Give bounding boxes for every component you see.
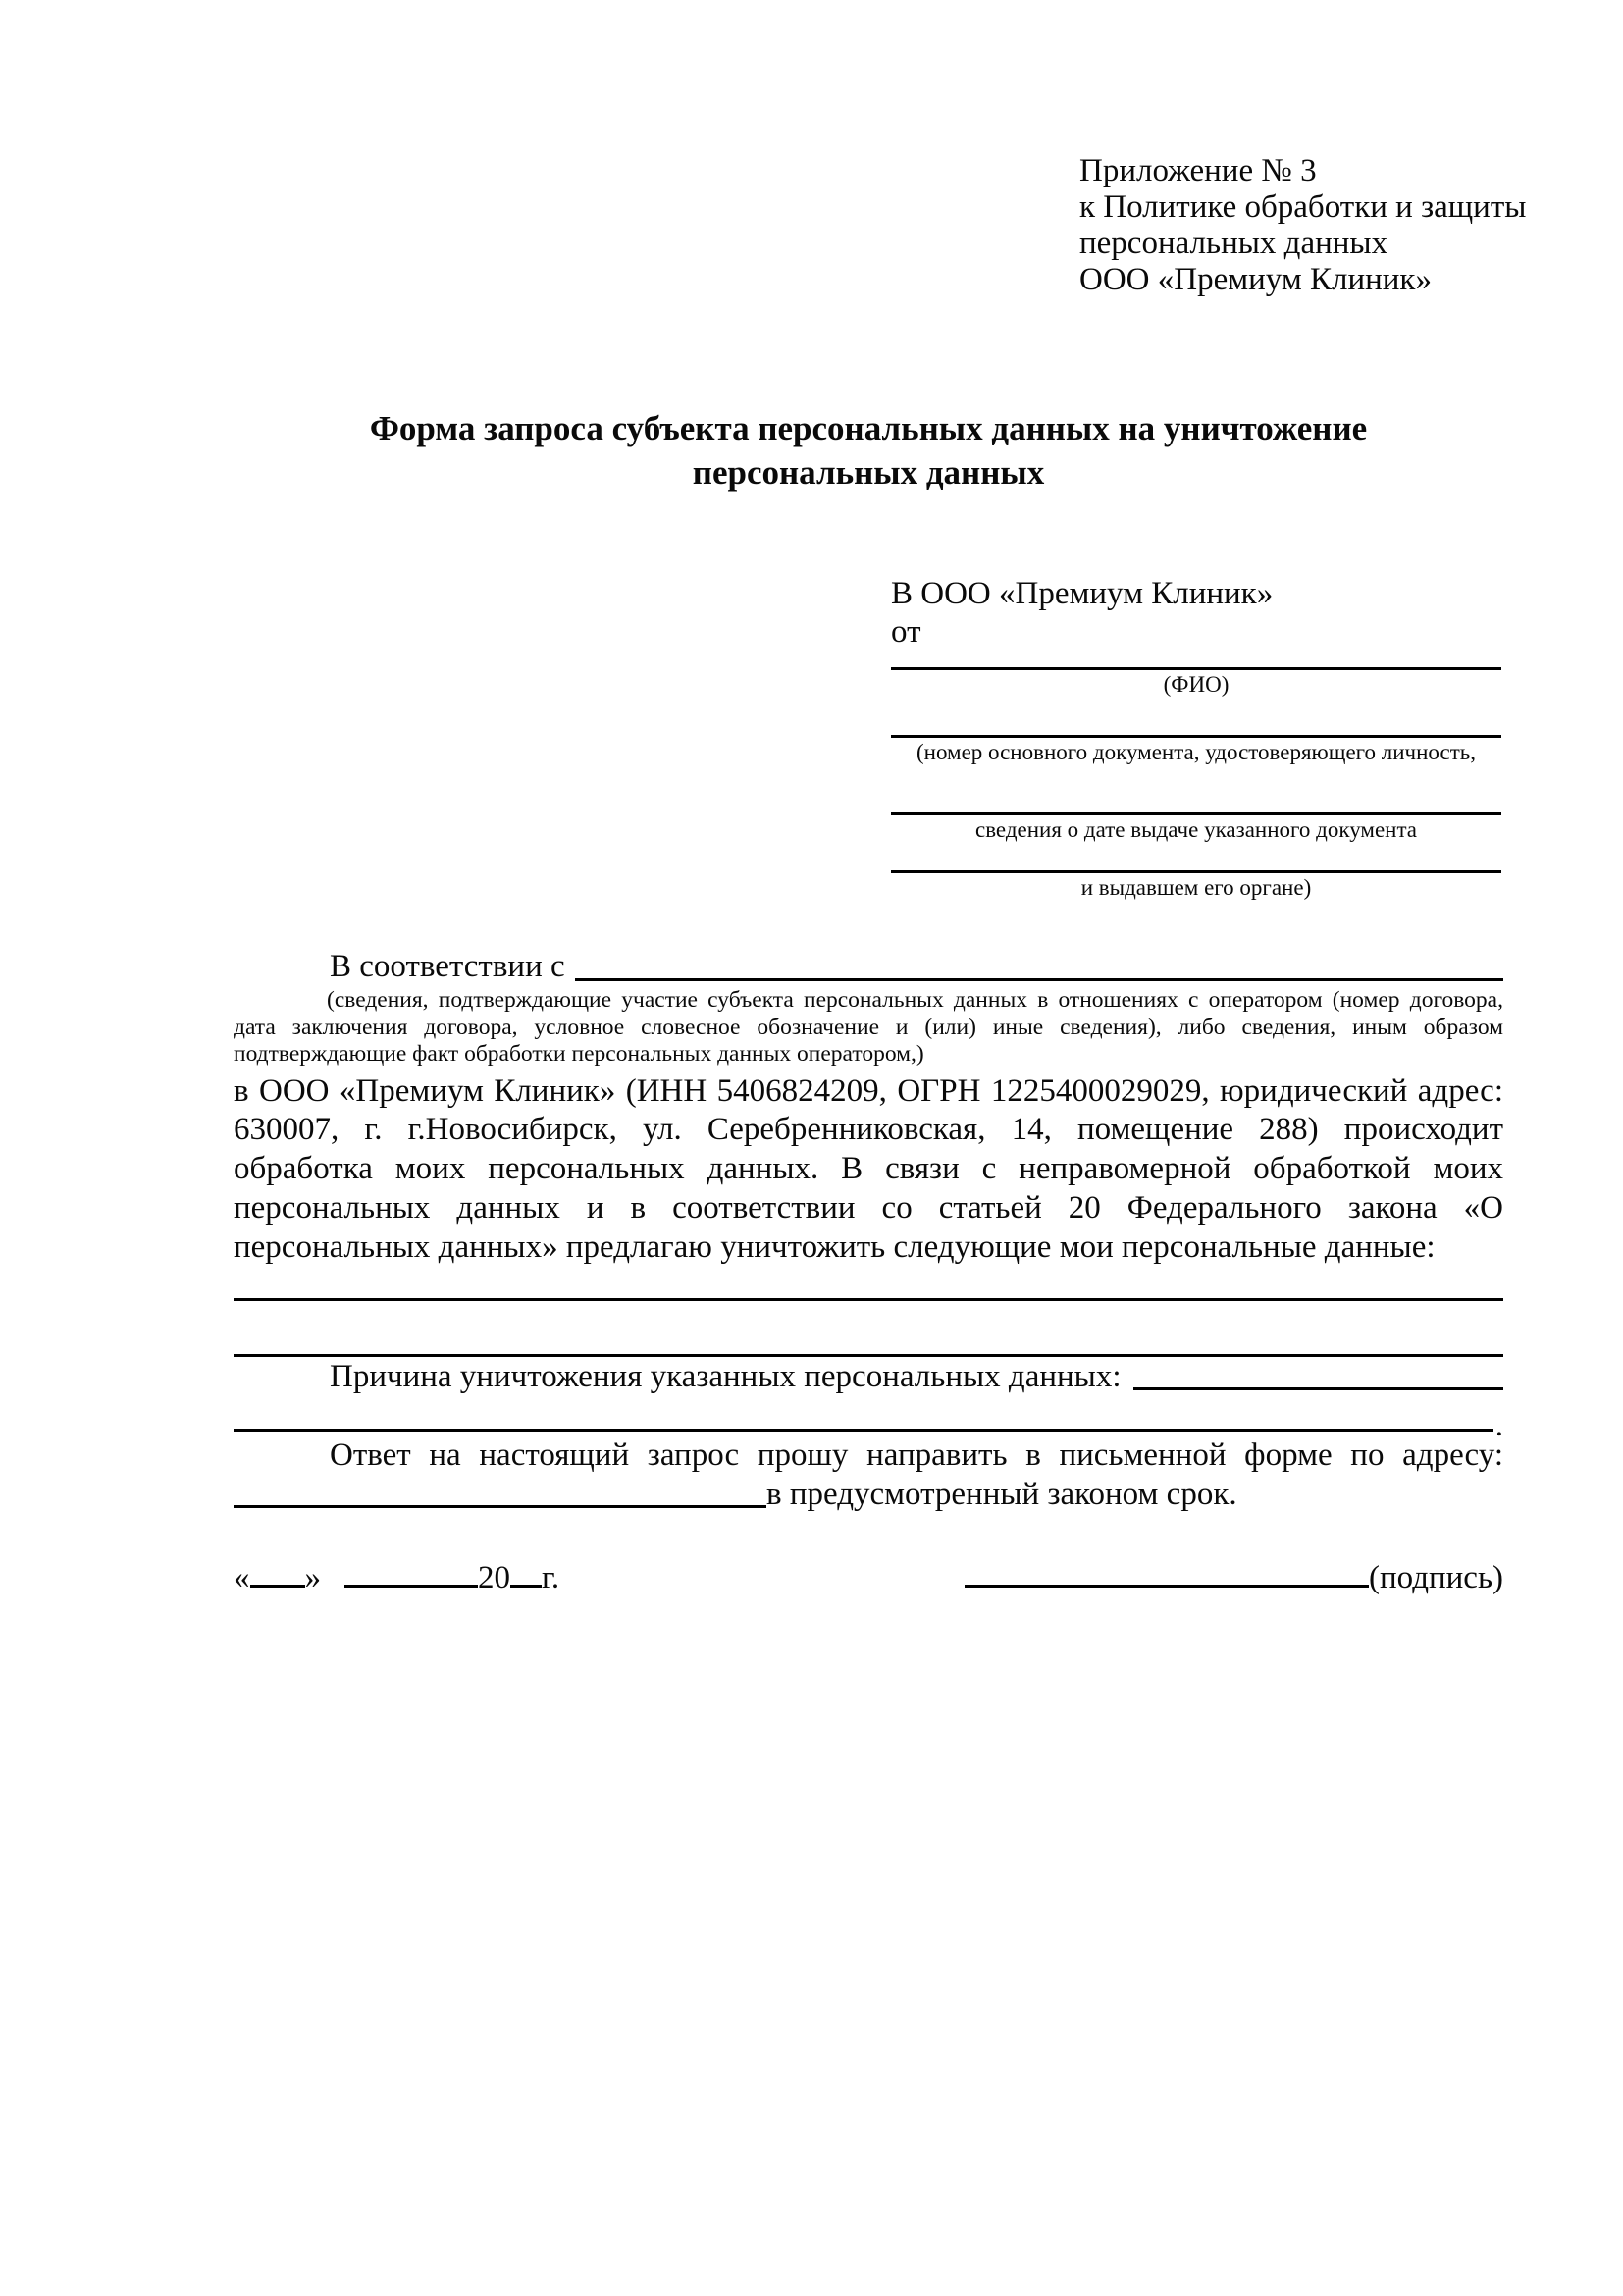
date-signature-footer xyxy=(234,1557,1503,1598)
reason-continuation-blank-line[interactable] xyxy=(234,1428,1493,1432)
addressee-from-label: от xyxy=(891,614,921,650)
accordance-row xyxy=(234,946,1503,987)
reason-line-terminator: . xyxy=(1494,1408,1503,1444)
reason-label: Причина уничтожения указанных персональных данных: xyxy=(330,1359,1122,1395)
response-address-blank-line[interactable] xyxy=(234,1505,766,1508)
document-number-caption: (номер основного документа, удостоверяющего личность, xyxy=(916,740,1476,764)
main-paragraph: в ООО «Премиум Клиник» (ИНН 5406824209, ОГРН 1225400029029, юридический адрес: 630007, г. г.Новосибирск, ул. Серебренниковская, 14, помещение 288) происходит обработка моих персональных данных. В связи с неправомерной обработкой моих персональных данных и в соответствии со статьей 20 Федерального закона «О персональных данных» предлагаю уничтожить следующие мои персональные данные: xyxy=(234,1072,1503,1265)
document-issuer-caption: и выдавшем его органе) xyxy=(1080,875,1312,900)
appendix-header xyxy=(1079,153,1527,298)
date-day-blank[interactable] xyxy=(250,1585,305,1588)
reason-continuation-row xyxy=(234,1396,1503,1444)
response-request: Ответ на настоящий запрос прошу направить в письменной форме по адресу: xyxy=(330,1437,1503,1474)
document-issue-date-blank-line[interactable] xyxy=(891,767,1501,815)
addressee-block xyxy=(891,575,1501,903)
page-content xyxy=(234,0,1527,1598)
fio-blank-line[interactable] xyxy=(891,652,1501,670)
signature-line xyxy=(965,1557,1503,1598)
response-address-row xyxy=(234,1475,1503,1514)
document-issuer-blank-line[interactable] xyxy=(891,845,1501,873)
date-quote-open: « xyxy=(234,1560,250,1596)
personal-data-blank-line-2[interactable] xyxy=(234,1301,1503,1357)
document-title: Форма запроса субъекта персональных данных на уничтожение персональных данных xyxy=(369,409,1368,492)
accordance-blank-line[interactable] xyxy=(575,977,1503,981)
date-year-blank[interactable] xyxy=(510,1585,542,1588)
signature-blank[interactable] xyxy=(965,1585,1369,1588)
reason-blank-line[interactable] xyxy=(1133,1386,1503,1390)
date-year-prefix: 20 xyxy=(478,1560,510,1596)
accordance-label: В соответствии с xyxy=(330,949,565,984)
reason-row xyxy=(234,1357,1503,1396)
document-issue-date-caption: сведения о дате выдаче указанного документа xyxy=(974,817,1418,842)
appendix-line-2: к Политике обработки и защиты xyxy=(1079,189,1527,225)
addressee-organization: В ООО «Премиум Клиник» xyxy=(891,576,1274,611)
date-quote-close: » xyxy=(304,1560,321,1596)
personal-data-blank-line-1[interactable] xyxy=(234,1267,1503,1301)
fio-caption: (ФИО) xyxy=(1163,672,1230,697)
date-month-blank[interactable] xyxy=(344,1585,478,1588)
signature-caption: (подпись) xyxy=(1369,1560,1503,1596)
appendix-line-4: ООО «Премиум Клиник» xyxy=(1079,262,1432,297)
document-number-blank-line[interactable] xyxy=(891,700,1501,738)
response-tail: в предусмотренный законом срок. xyxy=(766,1477,1237,1513)
accordance-note: (сведения, подтверждающие участие субъекта персональных данных в отношениях с оператором (номер договора, дата заключения договора, условное словесное обозначение и (или) иные сведения), либо сведения, иным образом подтверждающие факт обработки персональных данных оператором,) xyxy=(234,987,1503,1067)
date-line xyxy=(234,1557,559,1598)
date-year-suffix: г. xyxy=(542,1560,560,1596)
appendix-line-1: Приложение № 3 xyxy=(1079,153,1317,188)
appendix-line-3: персональных данных xyxy=(1079,226,1388,261)
